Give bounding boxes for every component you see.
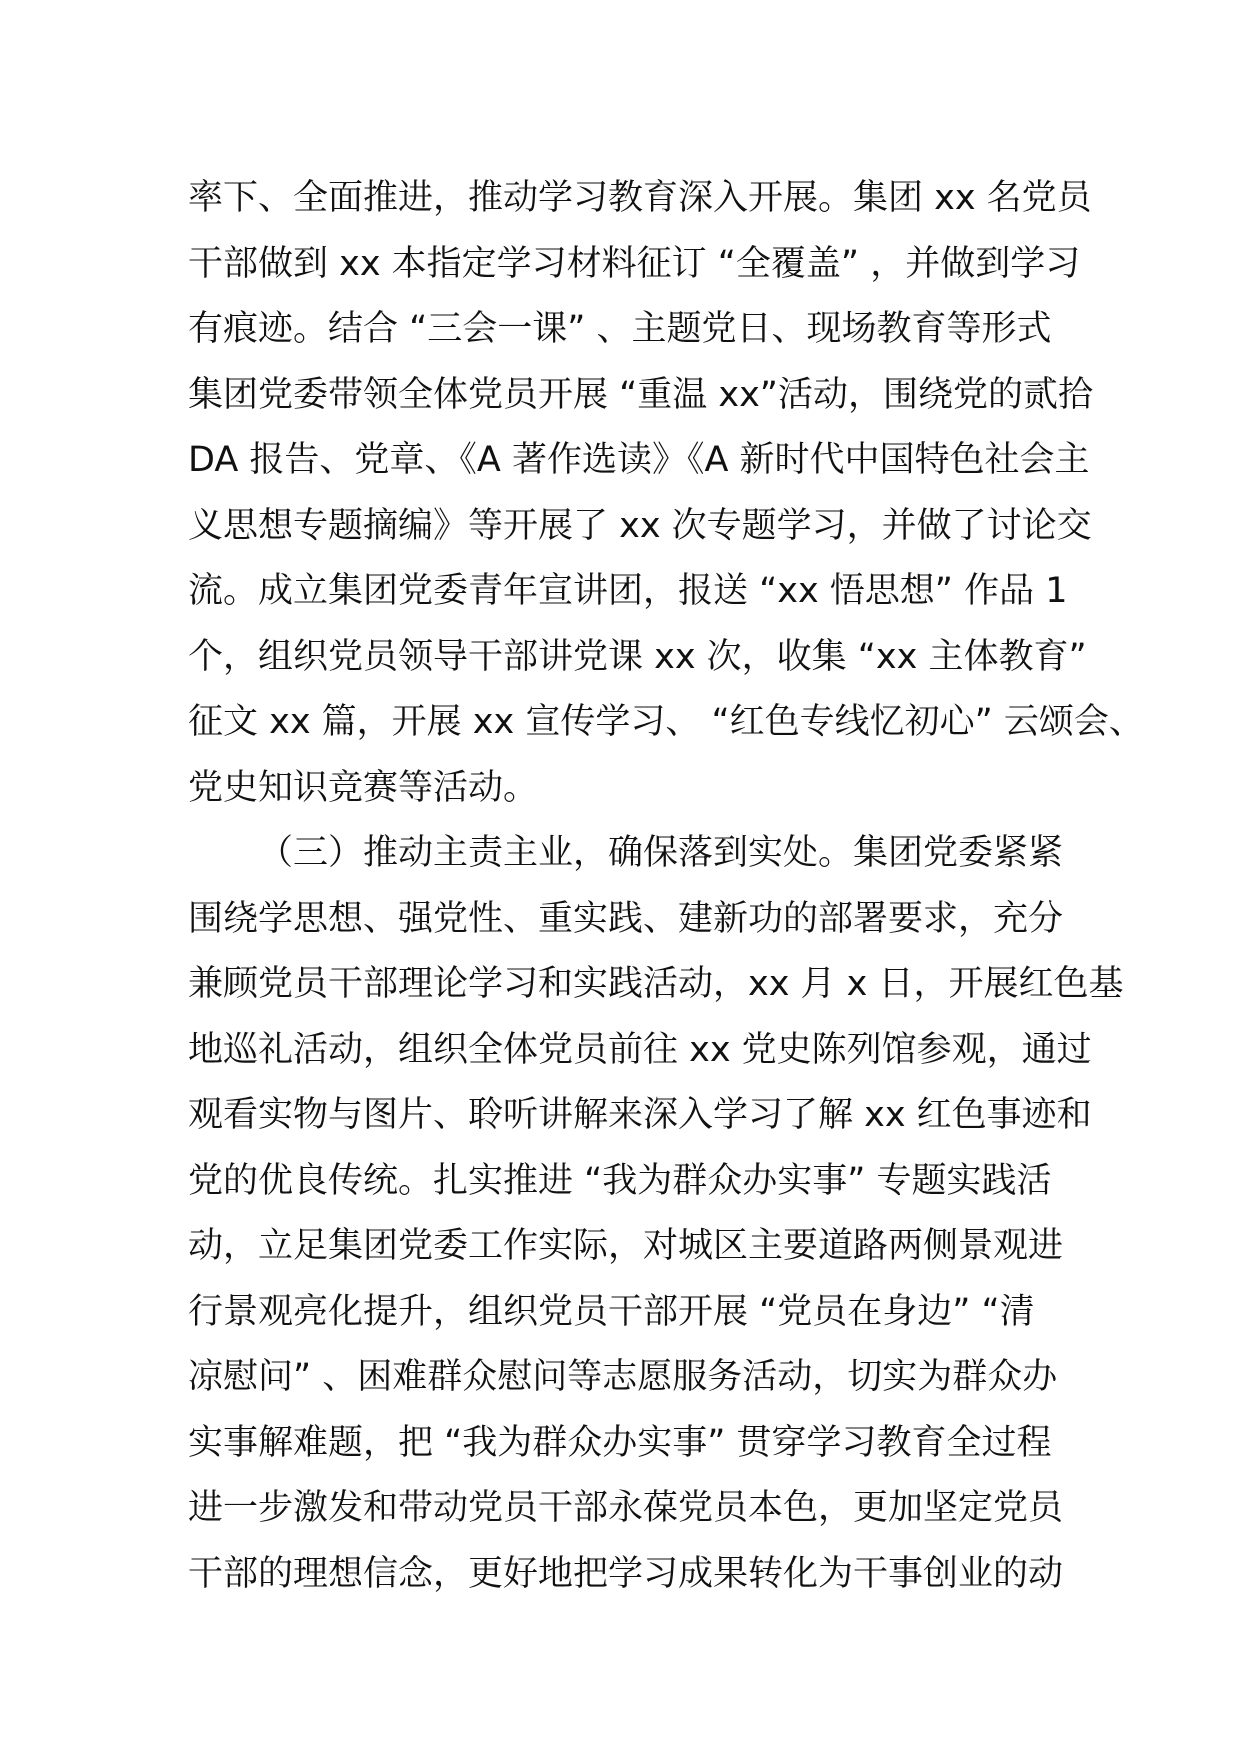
- paragraph-1-line-9: 征文 xx 篇，开展 xx 宣传学习、 “红色专线忆初心” 云颂会、: [188, 702, 1144, 742]
- paragraph-1-line-7: 流。成立集团党委青年宣讲团，报送 “xx 悟思想” 作品 1: [188, 571, 1068, 611]
- document-body: [188, 166, 1144, 1607]
- paragraph-2-line-12: 干部的理想信念，更好地把学习成果转化为干事创业的动: [188, 1553, 1064, 1594]
- paragraph-1-line-10: 党史知识竞赛等活动。: [188, 767, 539, 808]
- paragraph-2-line-10: 实事解难题，把 “我为群众办实事” 贯穿学习教育全过程: [188, 1422, 1052, 1463]
- paragraph-1-line-5: DA 报告、党章、《A 著作选读》《A 新时代中国特色社会主: [188, 440, 1090, 480]
- paragraph-2-line-5: 观看实物与图片、聆听讲解来深入学习了解 xx 红色事迹和: [188, 1095, 1092, 1135]
- paragraph-2-line-1: （三）推动主责主业，确保落到实处。集团党委紧紧: [258, 833, 1064, 873]
- paragraph-1-line-6: 义思想专题摘编》等开展了 xx 次专题学习，并做了讨论交: [188, 505, 1092, 546]
- paragraph-1-line-4: 集团党委带领全体党员开展 “重温 xx”活动，围绕党的贰拾: [188, 374, 1093, 415]
- paragraph-2-line-7: 动，立足集团党委工作实际，对城区主要道路两侧景观进: [188, 1226, 1064, 1266]
- paragraph-2-line-9: 凉慰问” 、困难群众慰问等志愿服务活动，切实为群众办: [188, 1357, 1058, 1397]
- paragraph-1-line-2: 干部做到 xx 本指定学习材料征订 “全覆盖” ，并做到学习: [188, 243, 1081, 284]
- paragraph-2-line-3: 兼顾党员干部理论学习和实践活动，xx 月 x 日，开展红色基: [188, 964, 1124, 1004]
- paragraph-1-line-1: 率下、全面推进，推动学习教育深入开展。集团 xx 名党员: [188, 178, 1092, 218]
- paragraph-1-line-8: 个，组织党员领导干部讲党课 xx 次，收集 “xx 主体教育”: [188, 636, 1087, 677]
- paragraph-2-line-6: 党的优良传统。扎实推进 “我为群众办实事” 专题实践活: [188, 1160, 1052, 1201]
- paragraph-1-line-3: 有痕迹。结合 “三会一课” 、主题党日、现场教育等形式: [188, 309, 1052, 349]
- paragraph-2-line-2: 围绕学思想、强党性、重实践、建新功的部署要求，充分: [188, 898, 1064, 939]
- paragraph-2-line-4: 地巡礼活动，组织全体党员前往 xx 党史陈列馆参观，通过: [188, 1029, 1092, 1070]
- paragraph-2-line-8: 行景观亮化提升，组织党员干部开展 “党员在身边” “清: [188, 1291, 1035, 1332]
- paragraph-2-line-11: 进一步激发和带动党员干部永葆党员本色，更加坚定党员: [188, 1488, 1064, 1528]
